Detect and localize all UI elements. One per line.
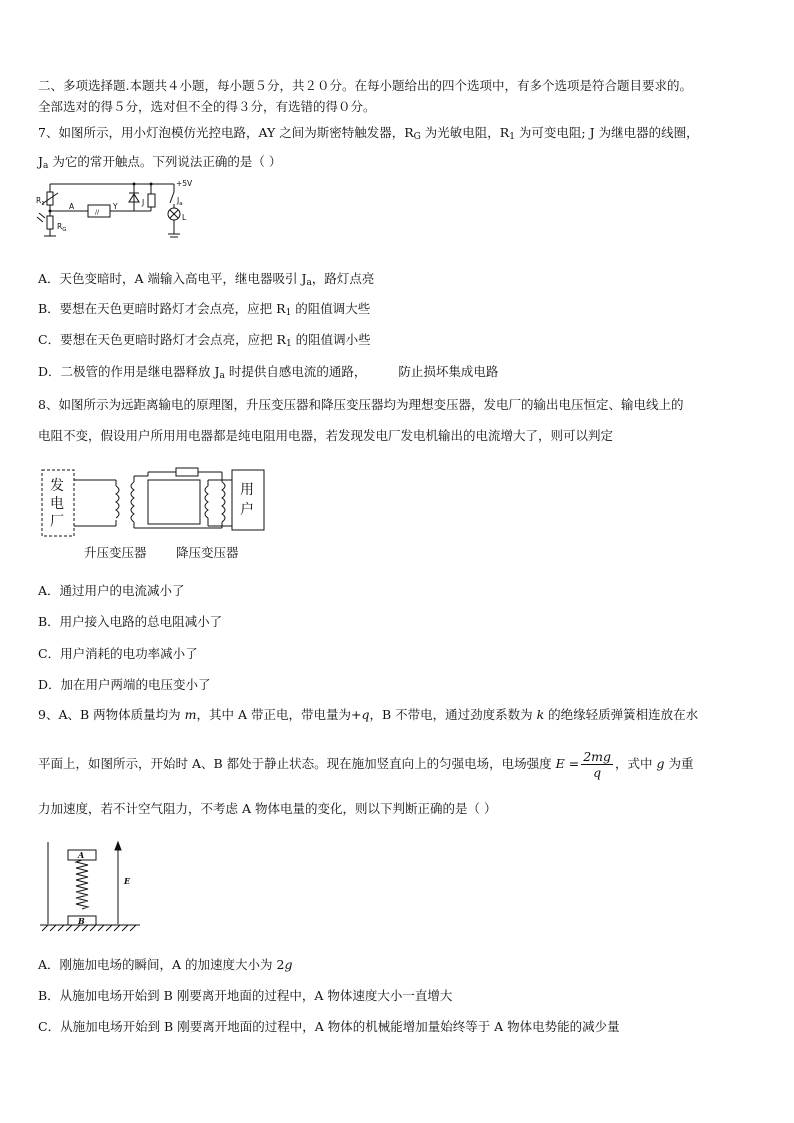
y-label: Y [113, 202, 118, 211]
r1-label: $R_1$ [36, 196, 45, 207]
user-char-1: 用 [240, 482, 254, 498]
transmission-frame [148, 480, 200, 524]
q9-stem-line-2: 平面上，如图所示，开始时 A、B 都处于静止状态。现在施加竖直向上的匀强电场，电场强度 E = $\frac{2mg}{q}$ ，式中 g 为重 [38, 749, 694, 780]
field-formula-fraction: $\frac{2mg}{q}$ [583, 749, 612, 780]
relay-coil [148, 194, 155, 207]
q9-stem-line-3: 力加速度，若不计空气阻力，不考虑 A 物体电量的变化，则以下判断正确的是（ ） [38, 801, 497, 816]
q7-stem-line-1: 7、如图所示，用小灯泡模仿光控电路，AY 之间为斯密特触发器，$R_G$ 为光敏电阻，$R_1$ 为可变电阻; J 为继电器的线圈， [38, 125, 699, 142]
q7-option-d[interactable]: D．二极管的作用是继电器释放 $J_a$ 时提供自感电流的通路， 防止损坏集成电路 [38, 364, 499, 381]
step-up-secondary-coil [131, 482, 134, 522]
rg-resistor [47, 216, 53, 229]
trigger-symbol: // [95, 209, 100, 216]
section-header-line-1: 二、多项选择题.本题共４小题，每小题５分，共２０分。在每小题给出的四个选项中，有多个选项是符合题目要求的。 [38, 78, 692, 93]
q7-option-a[interactable]: A．天色变暗时，A 端输入高电平，继电器吸引 $J_a$，路灯点亮 [38, 271, 375, 288]
rg-label: $R_G$ [57, 222, 67, 233]
line-resistance [176, 468, 198, 476]
q8-option-c[interactable]: C．用户消耗的电功率减小了 [38, 646, 198, 661]
step-up-primary-coil [116, 486, 119, 518]
block-a-label: A [78, 850, 85, 860]
q9-stem-line-1: 9、A、B 两物体质量均为 m，其中 A 带正电，带电量为+q，B 不带电，通过劲度系数为 k 的绝缘轻质弹簧相连放在水 [38, 707, 699, 722]
a-label: A [69, 202, 75, 211]
block-b-label: B [78, 916, 85, 926]
q8-stem-line-2: 电阻不变，假设用户所用用电器都是纯电阻用电器，若发现发电厂发电机输出的电流增大了，则可以判定 [38, 428, 614, 443]
supply-label: +5V [176, 179, 193, 188]
q7-circuit-diagram [36, 176, 196, 242]
q9-option-b[interactable]: B．从施加电场开始到 B 刚要离开地面的过程中，A 物体速度大小一直增大 [38, 988, 453, 1003]
section-header-line-2: 全部选对的得５分，选对但不全的得３分，有选错的得０分。 [38, 99, 376, 114]
field-formula-lhs: E = [555, 756, 580, 771]
step-down-primary-coil [222, 482, 225, 522]
q9-spring-diagram [40, 838, 150, 938]
l-label: L [182, 213, 187, 222]
ja-label: $J_a$ [177, 196, 183, 207]
user-box [232, 470, 264, 530]
ground-hatching [42, 925, 136, 931]
q9-option-a[interactable]: A．刚施加电场的瞬间，A 的加速度大小为 2g [38, 957, 293, 972]
q8-option-d[interactable]: D．加在用户两端的电压变小了 [38, 677, 211, 692]
step-up-label: 升压变压器 [84, 545, 147, 560]
j-label: J [142, 198, 145, 207]
q8-stem-line-1: 8、如图所示为远距离输电的原理图，升压变压器和降压变压器均为理想变压器，发电厂的输出电压恒定、输电线上的 [38, 397, 684, 412]
q7-option-b[interactable]: B．要想在天色更暗时路灯才会点亮，应把 $R_1$ 的阻值调大些 [38, 301, 371, 318]
plant-char-3: 厂 [50, 514, 64, 530]
step-down-label: 降压变压器 [176, 545, 239, 560]
step-down-secondary-coil [205, 486, 208, 518]
plant-char-2: 电 [50, 496, 64, 512]
q8-transmission-diagram [38, 462, 273, 562]
plant-char-1: 发 [50, 478, 64, 494]
q8-option-a[interactable]: A．通过用户的电流减小了 [38, 583, 185, 598]
field-e-label: E [124, 876, 131, 886]
q7-stem-line-2: $J_a$ 为它的常开触点。下列说法正确的是（ ） [38, 154, 282, 171]
q7-option-c[interactable]: C．要想在天色更暗时路灯才会点亮，应把 $R_1$ 的阻值调小些 [38, 332, 371, 349]
q9-option-c[interactable]: C．从施加电场开始到 B 刚要离开地面的过程中，A 物体的机械能增加量始终等于 A 物体电势能的减少量 [38, 1019, 620, 1034]
user-char-2: 户 [240, 502, 254, 518]
q8-option-b[interactable]: B．用户接入电路的总电阻减小了 [38, 614, 223, 629]
spring [76, 860, 88, 909]
